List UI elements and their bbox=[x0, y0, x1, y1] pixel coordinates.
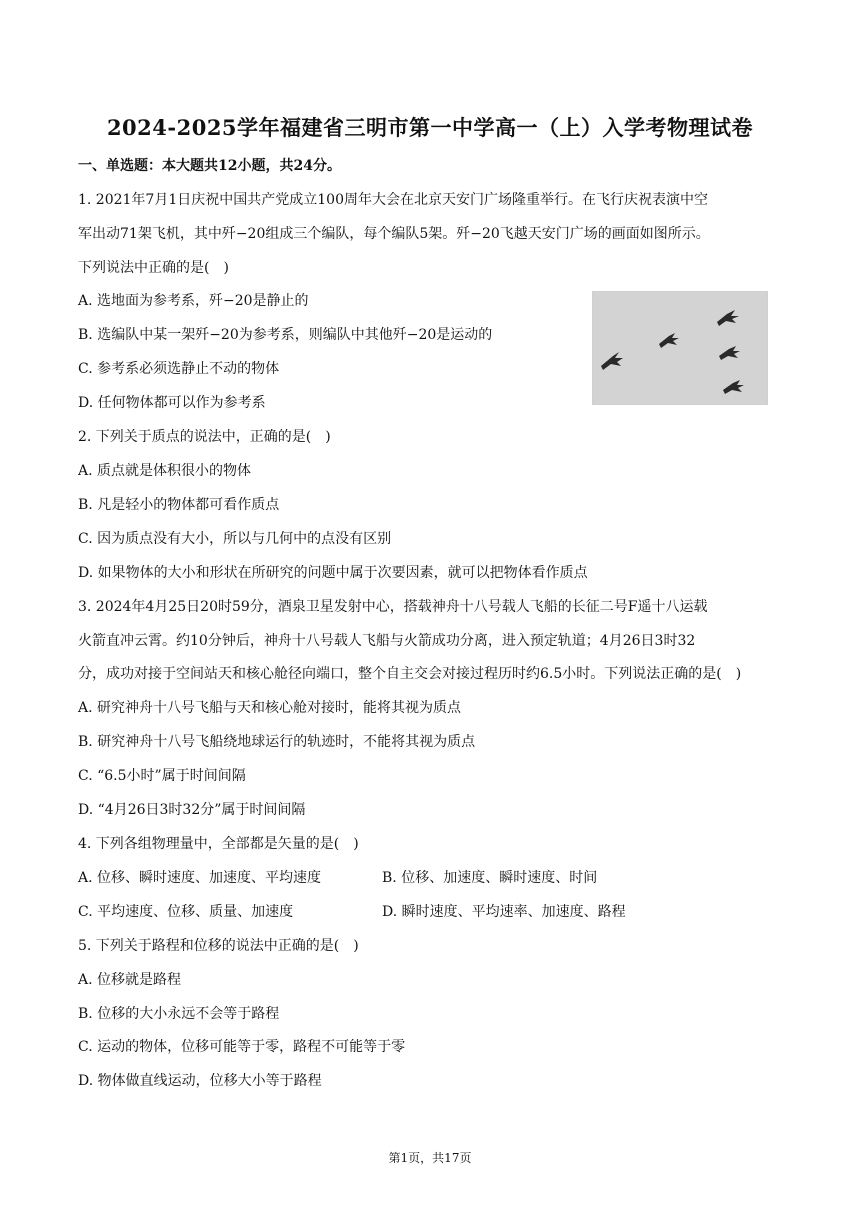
q3-option-d: D. “4月26日3时32分”属于时间间隔 bbox=[78, 802, 306, 818]
q5-stem: 5. 下列关于路程和位移的说法中正确的是( ) bbox=[78, 938, 359, 954]
jet-formation-illustration bbox=[593, 292, 767, 404]
q5-option-b: B. 位移的大小永远不会等于路程 bbox=[78, 1006, 280, 1022]
q1-option-a: A. 选地面为参考系，歼−20是静止的 bbox=[78, 293, 309, 309]
jet-silhouette bbox=[723, 380, 744, 394]
jet-silhouette bbox=[719, 346, 740, 360]
exam-title: 2024-2025学年福建省三明市第一中学高一（上）入学考物理试卷 bbox=[106, 115, 754, 140]
q2-option-a: A. 质点就是体积很小的物体 bbox=[78, 463, 252, 479]
jet-silhouette bbox=[717, 310, 739, 326]
q4-option-d: D. 瞬时速度、平均速率、加速度、路程 bbox=[382, 904, 626, 920]
q4-option-b: B. 位移、加速度、瞬时速度、时间 bbox=[382, 870, 598, 886]
q1-option-d: D. 任何物体都可以作为参考系 bbox=[78, 395, 266, 411]
jet-silhouette bbox=[659, 333, 679, 348]
q3-option-a: A. 研究神舟十八号飞船与天和核心舱对接时，能将其视为质点 bbox=[78, 700, 462, 716]
jet-formation-photo bbox=[592, 291, 768, 405]
q4-option-c: C. 平均速度、位移、质量、加速度 bbox=[78, 904, 294, 920]
q3-stem-line-1: 3. 2024年4月25日20时59分，酒泉卫星发射中心，搭载神舟十八号载人飞船的长征二号F遥十八运载 bbox=[78, 599, 708, 615]
page-number-footer: 第1页，共17页 bbox=[388, 1151, 472, 1165]
q1-stem-line-3: 下列说法中正确的是( ) bbox=[78, 260, 229, 276]
q5-option-a: A. 位移就是路程 bbox=[78, 972, 182, 988]
section-heading-single-choice: 一、单选题：本大题共12小题，共24分。 bbox=[78, 158, 341, 174]
q2-option-c: C. 因为质点没有大小，所以与几何中的点没有区别 bbox=[78, 531, 392, 547]
q1-option-b: B. 选编队中某一架歼−20为参考系，则编队中其他歼−20是运动的 bbox=[78, 327, 493, 343]
q3-option-b: B. 研究神舟十八号飞船绕地球运行的轨迹时，不能将其视为质点 bbox=[78, 734, 476, 750]
q5-option-c: C. 运动的物体，位移可能等于零，路程不可能等于零 bbox=[78, 1039, 406, 1055]
q3-option-c: C. “6.5小时”属于时间间隔 bbox=[78, 768, 246, 784]
q3-stem-line-2: 火箭直冲云霄。约10分钟后，神舟十八号载人飞船与火箭成功分离，进入预定轨道；4月26日3时32 bbox=[78, 633, 696, 649]
q3-stem-line-3: 分，成功对接于空间站天和核心舱径向端口，整个自主交会对接过程历时约6.5小时。下列说法正确的是( ) bbox=[78, 666, 742, 682]
q2-option-b: B. 凡是轻小的物体都可看作质点 bbox=[78, 497, 280, 513]
q1-option-c: C. 参考系必须选静止不动的物体 bbox=[78, 361, 280, 377]
q1-stem-line-2: 军出动71架飞机，其中歼−20组成三个编队，每个编队5架。歼−20飞越天安门广场的画面如图所示。 bbox=[78, 226, 710, 242]
q2-stem: 2. 下列关于质点的说法中，正确的是( ) bbox=[78, 429, 331, 445]
q5-option-d: D. 物体做直线运动，位移大小等于路程 bbox=[78, 1073, 322, 1089]
q1-stem-line-1: 1. 2021年7月1日庆祝中国共产党成立100周年大会在北京天安门广场隆重举行。在飞行庆祝表演中空 bbox=[78, 192, 708, 208]
q4-stem: 4. 下列各组物理量中，全部都是矢量的是( ) bbox=[78, 836, 359, 852]
jet-silhouette bbox=[601, 352, 623, 370]
q4-option-a: A. 位移、瞬时速度、加速度、平均速度 bbox=[78, 870, 322, 886]
q2-option-d: D. 如果物体的大小和形状在所研究的问题中属于次要因素，就可以把物体看作质点 bbox=[78, 565, 588, 581]
